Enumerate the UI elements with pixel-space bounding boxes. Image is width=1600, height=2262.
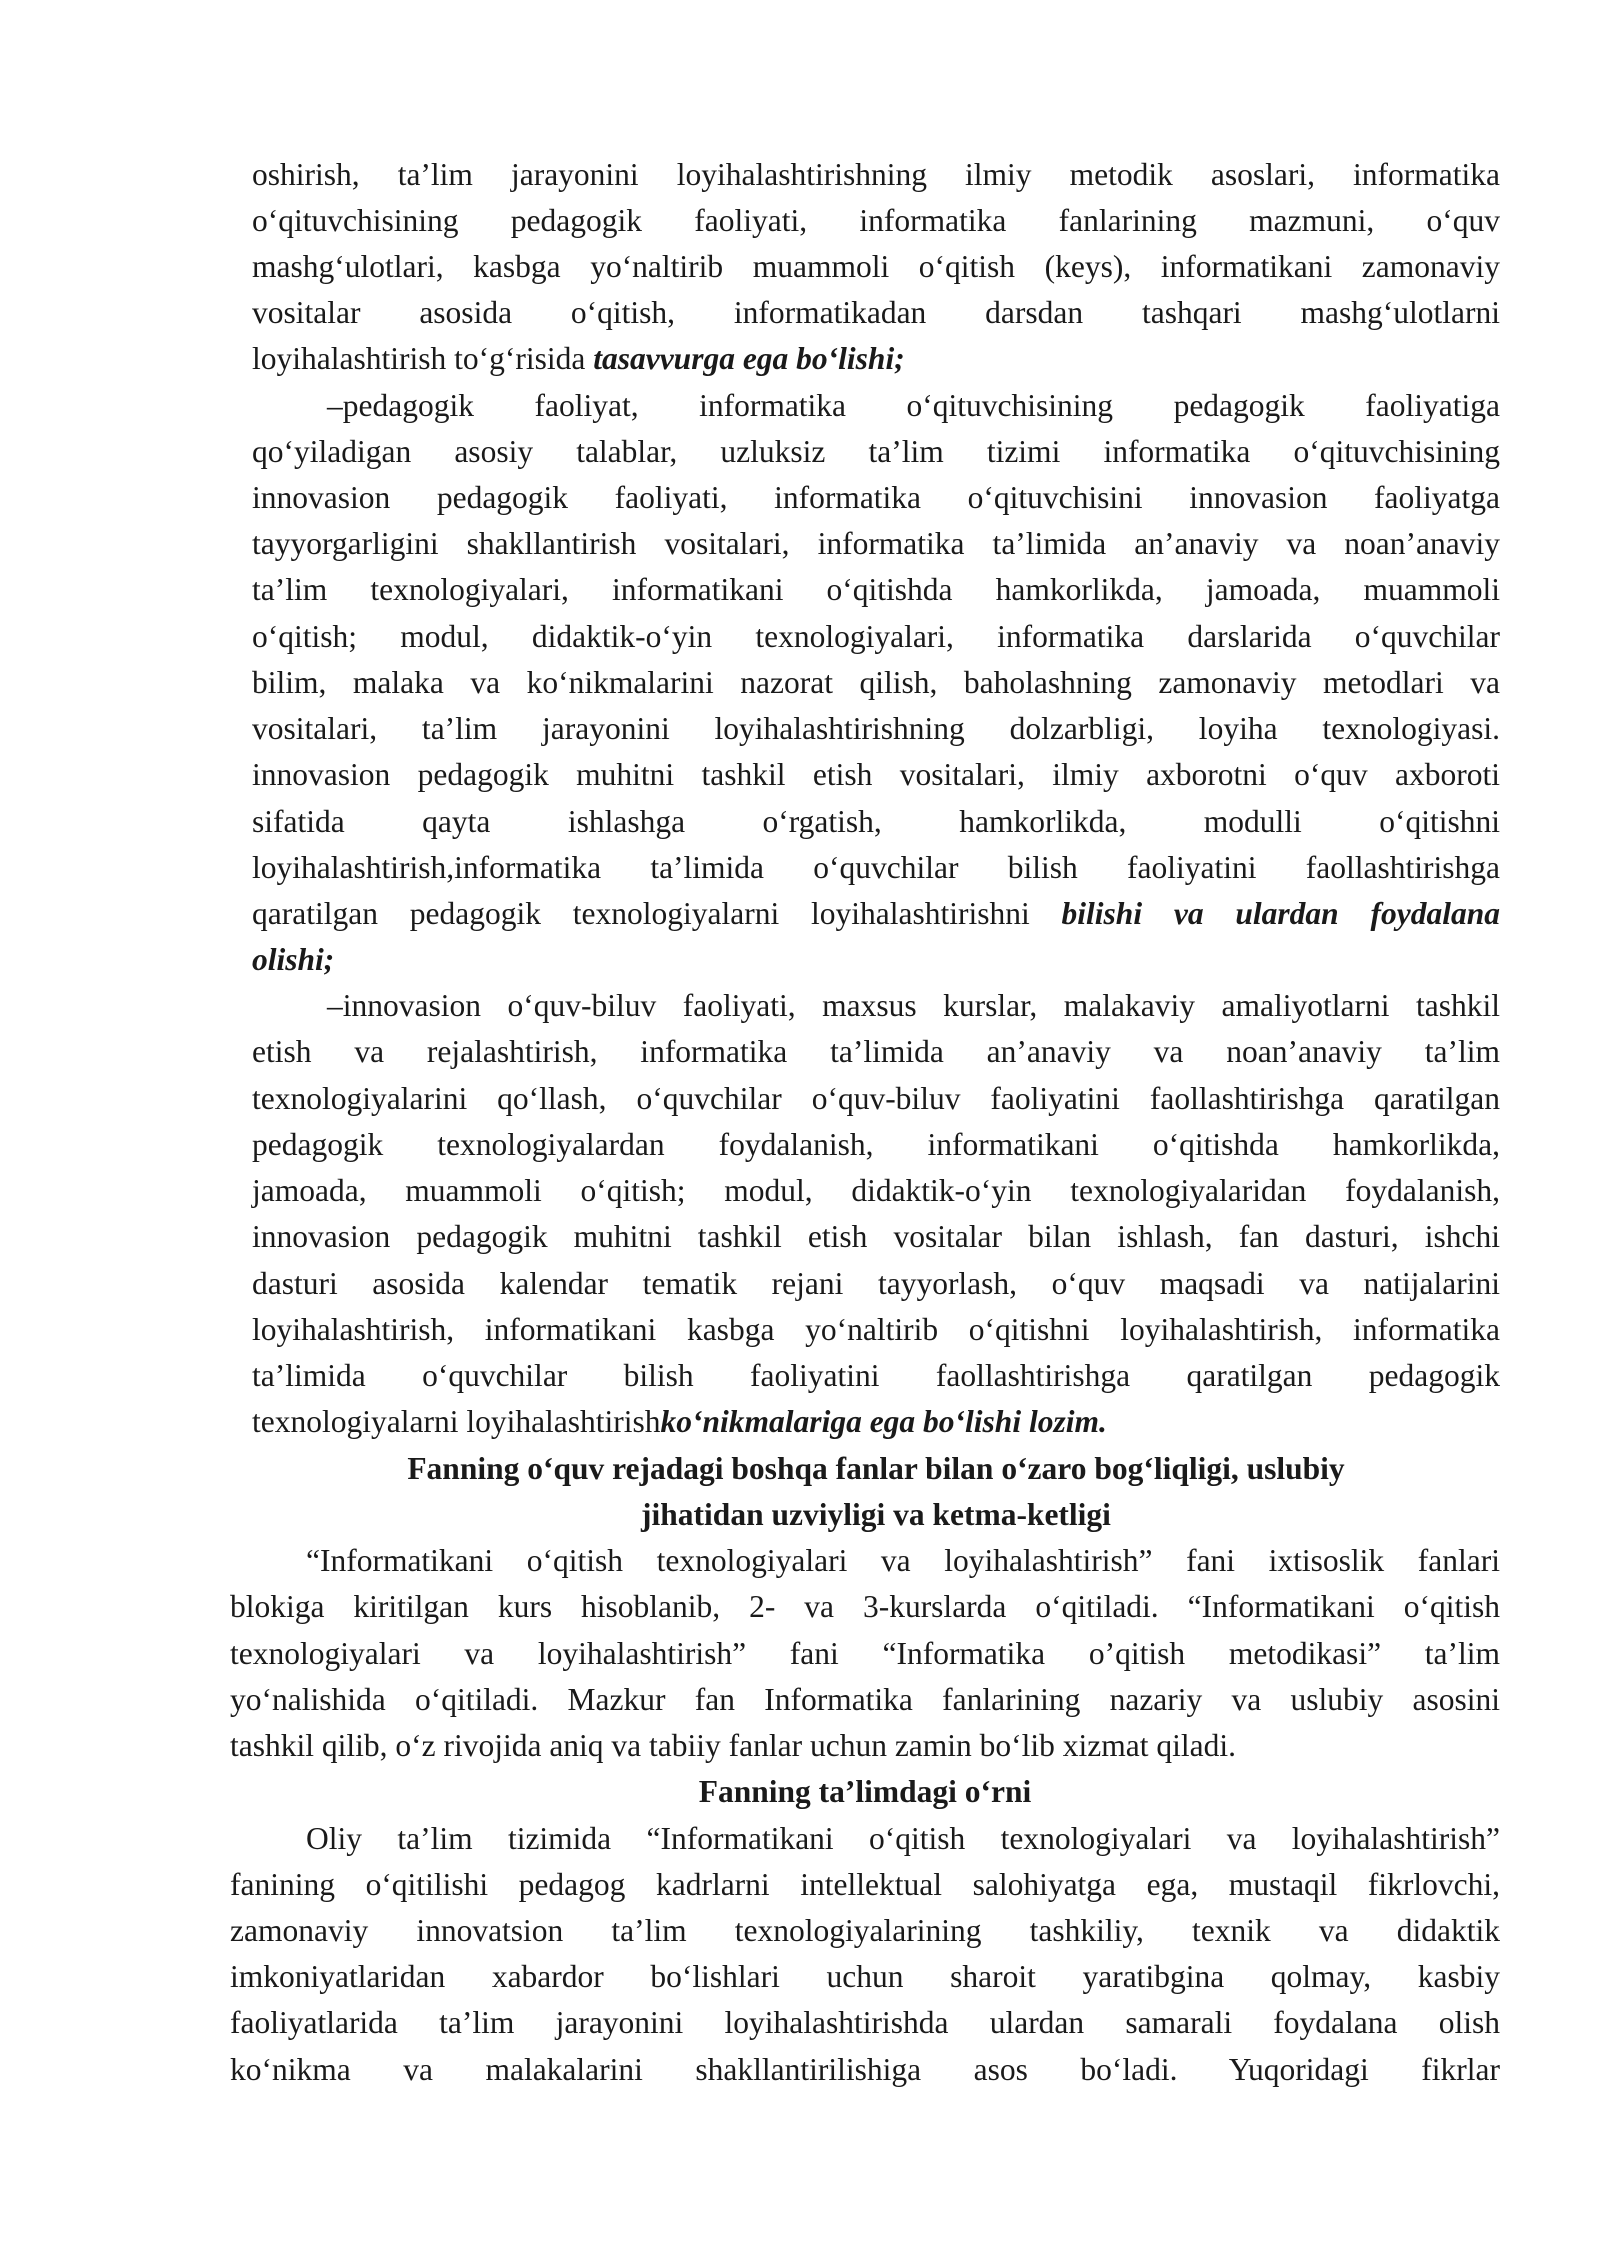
- text-run: mashg‘ulotlari, kasbga yo‘naltirib muammoli o‘qitish (keys), informatikani zamonaviy: [252, 249, 1500, 284]
- text-run: ta’lim texnologiyalari, informatikani o‘qitishda hamkorlikda, jamoada, muammoli: [252, 572, 1500, 607]
- text-run: oshirish, ta’lim jarayonini loyihalashtirishning ilmiy metodik asoslari, informatika: [252, 157, 1500, 192]
- text-line: [252, 336, 1500, 382]
- text-run: vositalari, ta’lim jarayonini loyihalashtirishning dolzarbligi, loyiha texnologiyasi.: [252, 711, 1500, 746]
- text-run: –innovasion o‘quv-biluv faoliyati, maxsus kurslar, malakaviy amaliyotlarni tashkil: [327, 988, 1500, 1023]
- text-run: loyihalashtirish,informatika ta’limida o‘quvchilar bilish faoliyatini faollashtirishga: [252, 850, 1500, 885]
- text-line: [252, 198, 1500, 244]
- text-line: ko‘nikma va malakalarini shakllantirilishiga asos bo‘ladi. Yuqoridagi fikrlar: [230, 2052, 1500, 2087]
- emphasis-text: ko‘nikmalariga ega bo‘lishi lozim.: [660, 1404, 1107, 1439]
- text-line: [252, 567, 1500, 613]
- text-line: [252, 1353, 1500, 1399]
- section-heading-role: Fanning ta’limdagi o‘rni: [698, 1774, 1032, 1809]
- text-run: etish va rejalashtirish, informatika ta’limida an’anaviy va noan’anaviy ta’lim: [252, 1034, 1500, 1069]
- text-line: blokiga kiritilgan kurs hisoblanib, 2- va 3-kurslarda o‘qitiladi. “Informatikani o‘qitish: [230, 1589, 1500, 1624]
- text-run: innovasion pedagogik muhitni tashkil etish vositalar bilan ishlash, fan dasturi, ishchi: [252, 1219, 1500, 1254]
- text-line: tashkil qilib, o‘z rivojida aniq va tabiiy fanlar uchun zamin bo‘lib xizmat qiladi.: [230, 1728, 1236, 1763]
- text-run: texnologiyalarni loyihalashtirish: [252, 1404, 661, 1439]
- text-run: o‘qitish; modul, didaktik-o‘yin texnologiyalari, informatika darslarida o‘quvchilar: [252, 619, 1500, 654]
- text-line: [327, 983, 1500, 1029]
- text-run: ta’limida o‘quvchilar bilish faoliyatini faollashtirishga qaratilgan pedagogik: [252, 1358, 1500, 1393]
- text-run: pedagogik texnologiyalardan foydalanish, informatikani o‘qitishda hamkorlikda,: [252, 1127, 1500, 1162]
- text-line: [252, 799, 1500, 845]
- text-line: imkoniyatlaridan xabardor bo‘lishlari uchun sharoit yaratibgina qolmay, kasbiy: [230, 1959, 1500, 1994]
- text-line: [252, 1261, 1500, 1307]
- text-line: [252, 1307, 1500, 1353]
- text-line: “Informatikani o‘qitish texnologiyalari va loyihalashtirish” fani ixtisoslik fanlari: [306, 1543, 1500, 1578]
- text-run: –pedagogik faoliyat, informatika o‘qituvchisining pedagogik faoliyatiga: [327, 388, 1500, 423]
- text-line: [252, 290, 1500, 336]
- text-run: loyihalashtirish, informatikani kasbga yo‘naltirib o‘qitishni loyihalashtirish, informatika: [252, 1312, 1500, 1347]
- text-line: [252, 706, 1500, 752]
- text-run: loyihalashtirish to‘g‘risida: [252, 341, 594, 376]
- text-line: [252, 1168, 1500, 1214]
- text-line: [327, 383, 1500, 429]
- text-line: texnologiyalari va loyihalashtirish” fani “Informatika o’qitish metodikasi” ta’lim: [230, 1636, 1500, 1671]
- text-line: [252, 429, 1500, 475]
- text-line: yo‘nalishida o‘qitiladi. Mazkur fan Informatika fanlarining nazariy va uslubiy asosini: [230, 1682, 1500, 1717]
- text-run: texnologiyalarini qo‘llash, o‘quvchilar o‘quv-biluv faoliyatini faollashtirishga qaratilgan: [252, 1081, 1500, 1116]
- text-line: [252, 1214, 1500, 1260]
- text-line: [252, 891, 1500, 937]
- text-line: [252, 1029, 1500, 1075]
- heading-line: Fanning o‘quv rejadagi boshqa fanlar bilan o‘zaro bog‘liqligi, uslubiy: [407, 1451, 1345, 1486]
- text-line: [252, 845, 1500, 891]
- text-run: qo‘yiladigan asosiy talablar, uzluksiz ta’lim tizimi informatika o‘qituvchisining: [252, 434, 1500, 469]
- emphasis-text: olishi;: [252, 942, 335, 977]
- text-run: sifatida qayta ishlashga o‘rgatish, hamkorlikda, modulli o‘qitishni: [252, 804, 1500, 839]
- text-line: [252, 937, 1500, 983]
- text-run: innovasion pedagogik muhitni tashkil etish vositalari, ilmiy axborotni o‘quv axboroti: [252, 757, 1500, 792]
- text-run: tayyorgarligini shakllantirish vositalari, informatika ta’limida an’anaviy va noan’anaviy: [252, 526, 1500, 561]
- text-line: [252, 614, 1500, 660]
- text-line: [252, 1122, 1500, 1168]
- text-line: [252, 244, 1500, 290]
- heading-line: jihatidan uzviyligi va ketma-ketligi: [641, 1497, 1111, 1532]
- text-line: [252, 475, 1500, 521]
- text-run: vositalar asosida o‘qitish, informatikadan darsdan tashqari mashg‘ulotlarni: [252, 295, 1500, 330]
- text-run: o‘qituvchisining pedagogik faoliyati, informatika fanlarining mazmuni, o‘quv: [252, 203, 1500, 238]
- text-line: zamonaviy innovatsion ta’lim texnologiyalarining tashkiliy, texnik va didaktik: [230, 1913, 1500, 1948]
- text-run: innovasion pedagogik faoliyati, informatika o‘qituvchisini innovasion faoliyatga: [252, 480, 1500, 515]
- text-line: [252, 521, 1500, 567]
- text-line: faoliyatlarida ta’lim jarayonini loyihalashtirishda ulardan samarali foydalana olish: [230, 2005, 1500, 2040]
- text-run: bilim, malaka va ko‘nikmalarini nazorat qilish, baholashning zamonaviy metodlari va: [252, 665, 1500, 700]
- text-line: [252, 660, 1500, 706]
- text-line: [252, 752, 1500, 798]
- text-line: [252, 1076, 1500, 1122]
- text-run: jamoada, muammoli o‘qitish; modul, didaktik-o‘yin texnologiyalaridan foydalanish,: [252, 1173, 1500, 1208]
- text-line: Oliy ta’lim tizimida “Informatikani o‘qitish texnologiyalari va loyihalashtirish”: [306, 1821, 1500, 1856]
- emphasis-text: bilishi va ulardan foydalana: [1061, 896, 1500, 931]
- text-line: fanining o‘qitilishi pedagog kadrlarni intellektual salohiyatga ega, mustaqil fikrlovchi,: [230, 1867, 1500, 1902]
- text-run: dasturi asosida kalendar tematik rejani tayyorlash, o‘quv maqsadi va natijalarini: [252, 1266, 1500, 1301]
- emphasis-text: tasavvurga ega bo‘lishi;: [593, 341, 905, 376]
- text-run: qaratilgan pedagogik texnologiyalarni loyihalashtirishni: [252, 896, 1062, 931]
- text-line: [252, 152, 1500, 198]
- text-line: [252, 1399, 1500, 1445]
